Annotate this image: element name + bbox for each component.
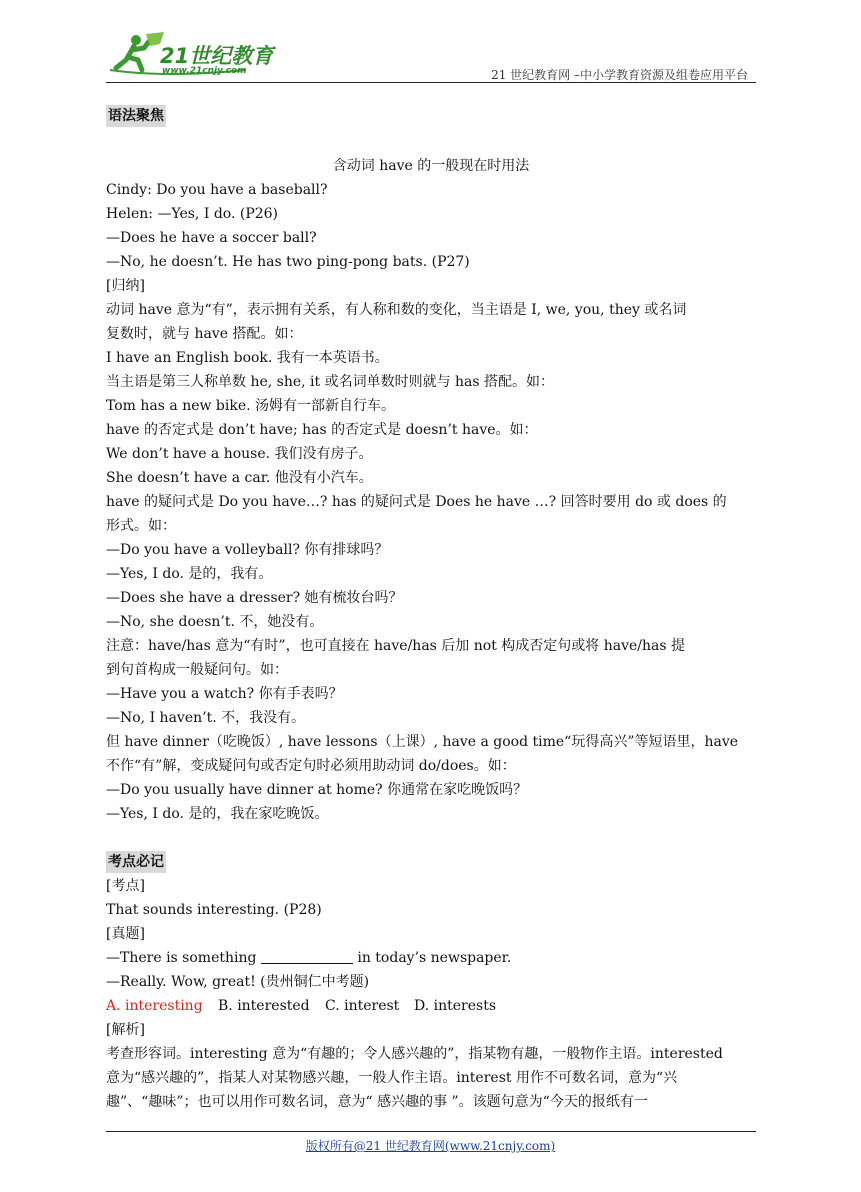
grammar-line: —Do you have a volleyball? 你有排球吗？	[106, 542, 389, 558]
logo-url: www.21cnjy.com	[162, 66, 247, 76]
footer-divider	[106, 1131, 756, 1132]
kaodian-label: [考点]	[106, 878, 145, 894]
jiexi-lines	[106, 1042, 756, 1114]
grammar-line: Helen: —Yes, I do. (P26)	[106, 206, 279, 222]
question-text-after: in today’s newspaper.	[352, 950, 512, 966]
grammar-line: She doesn’t have a car. 他没有小汽车。	[106, 470, 373, 486]
grammar-line: Tom has a new bike. 汤姆有一部新自行车。	[106, 398, 396, 414]
grammar-line: 到句首构成一般疑问句。如：	[106, 662, 288, 678]
footer-copyright-link[interactable]: 版权所有@21 世纪教育网(www.21cnjy.com)	[305, 1139, 556, 1153]
section-title-grammar: 语法聚焦	[106, 105, 166, 127]
grammar-line: 当主语是第三人称单数 he, she, it 或名词单数时则就与 has 搭配。如：	[106, 374, 555, 390]
header-divider	[106, 82, 756, 83]
option-c: C. interest	[325, 998, 400, 1014]
document-body	[106, 104, 756, 1114]
grammar-heading: 含动词 have 的一般现在时用法	[332, 158, 530, 174]
grammar-line: We don’t have a house. 我们没有房子。	[106, 446, 373, 462]
grammar-line: —Do you usually have dinner at home? 你通常在家吃晚饭吗？	[106, 782, 528, 798]
grammar-line: —No, she doesn’t. 不，她没有。	[106, 614, 324, 630]
grammar-line: —No, he doesn’t. He has two ping-pong bats. (P27)	[106, 254, 470, 270]
options-row	[106, 994, 756, 1018]
zhenti-label: [真题]	[106, 926, 145, 942]
jiexi-line: 意为“感兴趣的”，指某人对某物感兴趣，一般人作主语。interest 用作不可数名词，意为“兴	[106, 1070, 678, 1086]
grammar-line: 但 have dinner（吃晚饭）, have lessons（上课）, have a good time“玩得高兴”等短语里，have	[106, 734, 739, 750]
grammar-lines	[106, 178, 756, 826]
option-a: A. interesting	[106, 998, 203, 1014]
page-header	[106, 30, 756, 84]
option-b: B. interested	[218, 998, 310, 1014]
grammar-line: I have an English book. 我有一本英语书。	[106, 350, 389, 366]
option-d: D. interests	[414, 998, 497, 1014]
grammar-line: 动词 have 意为“有”，表示拥有关系，有人称和数的变化，当主语是 I, we, you, they 或名词	[106, 302, 687, 318]
grammar-line: have 的否定式是 don’t have; has 的否定式是 doesn’t have。如：	[106, 422, 538, 438]
grammar-line: 注意：have/has 意为“有时”，也可直接在 have/has 后加 not 构成否定句或将 have/has 提	[106, 638, 686, 654]
question-line	[106, 946, 756, 970]
grammar-line: —Have you a watch? 你有手表吗？	[106, 686, 343, 702]
section-title-exam: 考点必记	[106, 851, 166, 873]
question-text-before: —There is something	[106, 950, 261, 966]
grammar-line: —Yes, I do. 是的，我有。	[106, 566, 273, 582]
kaodian-text: That sounds interesting. (P28)	[106, 902, 322, 918]
grammar-line: [归纳]	[106, 278, 145, 294]
logo-text: 21世纪教育	[160, 44, 274, 68]
header-tagline: 21 世纪教育网 –中小学教育资源及组卷应用平台	[491, 68, 748, 82]
grammar-line: 形式。如：	[106, 518, 176, 534]
grammar-line: —Does he have a soccer ball?	[106, 230, 317, 246]
grammar-line: Cindy: Do you have a baseball?	[106, 182, 328, 198]
jiexi-label: [解析]	[106, 1022, 145, 1038]
answer-blank	[261, 949, 353, 964]
grammar-line: 不作“有”解，变成疑问句或否定句时必须用助动词 do/does。如：	[106, 758, 516, 774]
question-reply: —Really. Wow, great! (贵州铜仁中考题)	[106, 974, 370, 990]
grammar-line: —Yes, I do. 是的，我在家吃晚饭。	[106, 806, 329, 822]
grammar-line: —No, I haven’t. 不，我没有。	[106, 710, 306, 726]
jiexi-line: 趣”、“趣味”；也可以用作可数名词，意为“ 感兴趣的事 ”。该题句意为“今天的报纸有一	[106, 1094, 648, 1110]
grammar-line: 复数时，就与 have 搭配。如：	[106, 326, 303, 342]
site-logo[interactable]	[106, 30, 286, 80]
grammar-line: —Does she have a dresser? 她有梳妆台吗？	[106, 590, 403, 606]
grammar-line: have 的疑问式是 Do you have…? has 的疑问式是 Does he have …? 回答时要用 do 或 does 的	[106, 494, 727, 510]
jiexi-line: 考查形容词。interesting 意为“有趣的；令人感兴趣的”，指某物有趣，一般物作主语。interested	[106, 1046, 723, 1062]
